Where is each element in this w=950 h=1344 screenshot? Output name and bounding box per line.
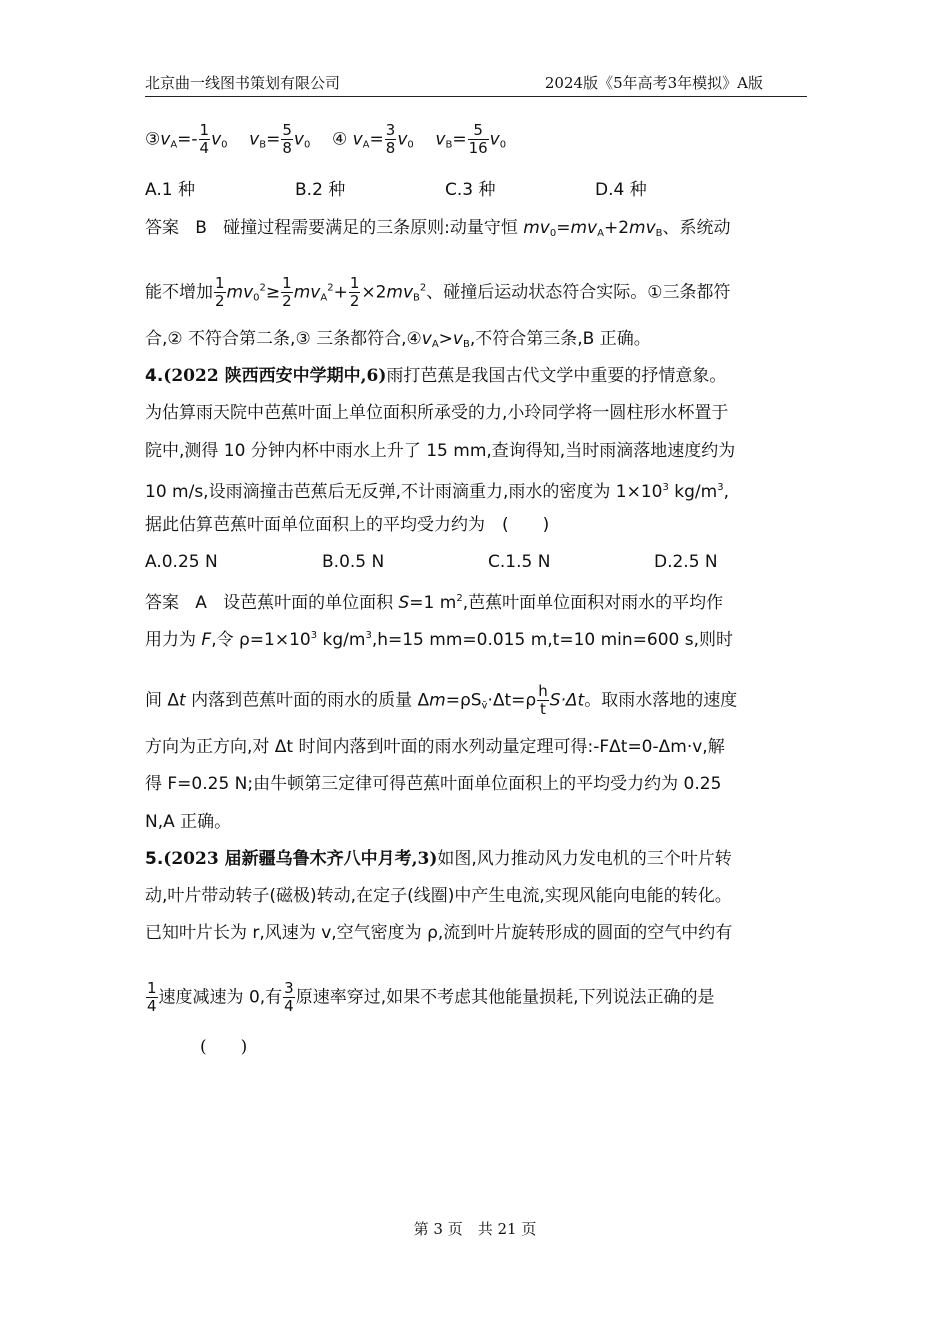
- q3-choice-c[interactable]: C.3 种: [445, 180, 496, 200]
- q4-number: 4.: [145, 366, 164, 386]
- q4-line3: 院中,测得 10 分钟内杯中雨水上升了 15 mm,查询得知,当时雨滴落地速度约为: [145, 441, 736, 461]
- q4-choice-b[interactable]: B.0.5 N: [322, 552, 385, 572]
- q4-answer-line6: N,A 正确。: [145, 812, 232, 832]
- q4-source: (2022 陕西西安中学期中,6): [163, 366, 387, 386]
- q5-line1: 5.(2023 届新疆乌鲁木齐八中月考,3)如图,风力推动风力发电机的三个叶片转: [145, 849, 732, 869]
- q4-answer-line5: 得 F=0.25 N;由牛顿第三定律可得芭蕉叶面单位面积上的平均受力约为 0.25: [145, 774, 722, 794]
- q4-answer-line4: 方向为正方向,对 Δt 时间内落到叶面的雨水列动量定理可得:-FΔt=0-Δm·v,解: [145, 737, 725, 757]
- q5-line4: $\frac{1}{4}$ 速度减速为 0,有 $\frac{3}{4}$ 原速率穿过,如果不考虑其他能量损耗,下列说法正确的是: [147, 979, 715, 1015]
- fraction-1-4: $\frac{1}{4}$: [199, 121, 210, 157]
- q3-choice-d[interactable]: D.4 种: [595, 180, 647, 200]
- q5-line3: 已知叶片长为 r,风速为 v,空气密度为 ρ,流到叶片旋转形成的圆面的空气中约有: [145, 923, 733, 943]
- q4-line5: 据此估算芭蕉叶面单位面积上的平均受力约为 ( ): [145, 515, 550, 535]
- q5-source: (2023 届新疆乌鲁木齐八中月考,3): [163, 849, 438, 869]
- publisher-name: 北京曲一线图书策划有限公司: [145, 74, 341, 92]
- fraction-5-16: $\frac{5}{16}$: [468, 121, 488, 157]
- page-header: [145, 70, 807, 97]
- q5-answer-paren: ( ): [200, 1037, 248, 1057]
- q4-line1: 4.(2022 陕西西安中学期中,6)雨打芭蕉是我国古代文学中重要的抒情意象。: [145, 366, 727, 386]
- q4-choice-c[interactable]: C.1.5 N: [488, 552, 551, 572]
- q4-line4: 10 m/s,设雨滴撞击芭蕉后无反弹,不计雨滴重力,雨水的密度为 $1\times 10^3$ $kg/m^3$,: [145, 482, 729, 502]
- q3-options-formula-line: $③v_A=-$ $\frac{1}{4}$ $v_0$ $v_B=$ $\frac{5}{8}$ $v_0$ ④ $v_A=$ $\frac{3}{8}$ $v_0$ $v_B=$ $\frac{5}{16}$ $v_0$: [145, 121, 507, 157]
- q4-answer-line3: 间 Δt 内落到芭蕉叶面的雨水的质量 $\Delta m=\rho S_{v̄}\cdot\Delta t=\rho$ $\frac{h}{t}$ S·Δt。取雨水落地的速度: [145, 682, 738, 718]
- book-title: 2024版《5年高考3年模拟》A版: [544, 74, 763, 92]
- q3-answer-line3: 合,② 不符合第二条,③ 三条都符合$,④v_A>v_B$,不符合第三条,B 正确。: [145, 329, 651, 350]
- q5-number: 5.: [145, 849, 164, 869]
- q3-answer-line1: 答案 B 碰撞过程需要满足的三条原则:动量守恒 $mv_0=mv_A+2mv_B$、系统动: [145, 218, 731, 239]
- q4-answer-line1: 答案 A 设芭蕉叶面的单位面积 S=1 $m^2$,芭蕉叶面单位面积对雨水的平均作: [145, 593, 724, 613]
- fraction-5-8: $\frac{5}{8}$: [282, 121, 292, 157]
- q4-answer-line2: 用力为 F,令 $\rho=1\times 10^3$ $kg/m^3,h=15$ mm=0.015 m,t=10 min=600 s,则时: [145, 630, 734, 650]
- q3-choice-b[interactable]: B.2 种: [295, 180, 346, 200]
- fraction-3-8: $\frac{3}{8}$: [385, 121, 396, 157]
- q3-choice-a[interactable]: A.1 种: [145, 180, 195, 200]
- q4-choice-d[interactable]: D.2.5 N: [654, 552, 718, 572]
- q4-line2: 为估算雨天院中芭蕉叶面上单位面积所承受的力,小玲同学将一圆柱形水杯置于: [145, 403, 729, 423]
- page-footer: 第 3 页 共 21 页: [413, 1220, 537, 1238]
- q5-line2: 动,叶片带动转子(磁极)转动,在定子(线圈)中产生电流,实现风能向电能的转化。: [145, 886, 732, 906]
- q4-choice-a[interactable]: A.0.25 N: [145, 552, 218, 572]
- q3-answer-line2: 能不增加 $\frac{1}{2}$ $mv_0^2\ge$ $\frac{1}{2}$ $mv_A^2+$ $\frac{1}{2}$ $\times 2mv_B^2$、碰撞后运动状态符合实际。①三条都符: [145, 274, 731, 310]
